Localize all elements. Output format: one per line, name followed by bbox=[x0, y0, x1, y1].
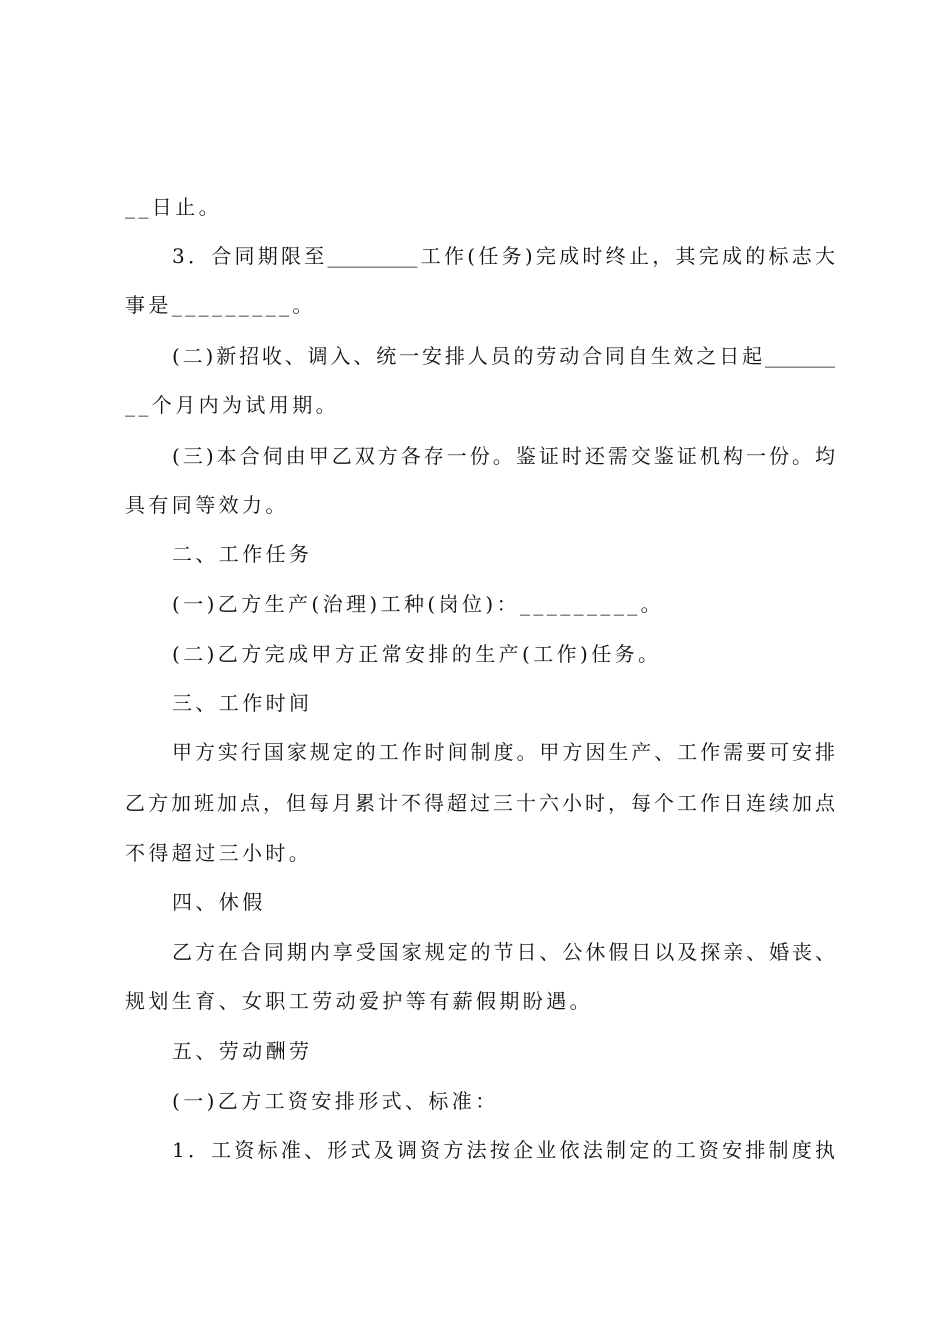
text-line: 四、休假 bbox=[172, 890, 266, 914]
text-line: (二)乙方完成甲方正常安排的生产(工作)任务。 bbox=[172, 642, 662, 666]
text-line: (一)乙方生产(治理)工种(岗位)：_________。 bbox=[172, 592, 665, 616]
text-line: 规划生育、女职工劳动爱护等有薪假期盼遇。 bbox=[125, 989, 593, 1013]
text-line: 二、工作任务 bbox=[172, 542, 313, 566]
text-line: 1．工资标准、形式及调资方法按企业依法制定的工资安排制度执 bbox=[172, 1138, 835, 1162]
text-line: (二)新招收、调入、统一安排人员的劳动合同自生效之日起_______ bbox=[172, 344, 835, 368]
text-line: 乙方在合同期内享受国家规定的节日、公休假日以及探亲、婚丧、 bbox=[172, 940, 835, 964]
text-line: (一)乙方工资安排形式、标准： bbox=[172, 1089, 499, 1113]
text-line: 乙方加班加点，但每月累计不得超过三十六小时，每个工作日连续加点 bbox=[125, 791, 835, 815]
text-line: __日止。 bbox=[125, 195, 222, 219]
text-line: (三)本合伺由甲乙双方各存一份。鉴证时还需交鉴证机构一份。均 bbox=[172, 444, 835, 468]
text-line: 三、工作时间 bbox=[172, 691, 313, 715]
text-line: 五、劳动酬劳 bbox=[172, 1039, 313, 1063]
text-line: 甲方实行国家规定的工作时间制度。甲方因生产、工作需要可安排 bbox=[172, 740, 835, 764]
text-line: 3．合同期限至_________工作(任务)完成时终止，其完成的标志大 bbox=[172, 244, 835, 268]
text-line: __个月内为试用期。 bbox=[125, 393, 339, 417]
text-line: 具有同等效力。 bbox=[125, 493, 289, 517]
text-line: 不得超过三小时。 bbox=[125, 841, 313, 865]
text-line: 事是_________。 bbox=[125, 293, 316, 317]
